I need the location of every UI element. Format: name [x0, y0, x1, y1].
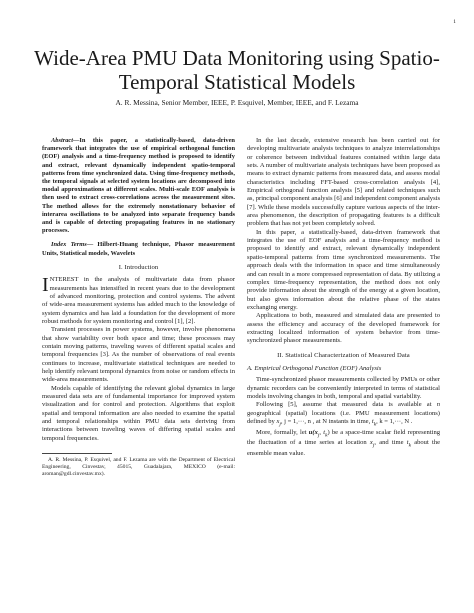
math-xj-2: $x_j$ — [369, 439, 375, 449]
drop-cap: I — [42, 274, 49, 297]
right-paragraph-3: Applications to both, measured and simulated data are presented to assess the efficiency and accuracy of the developed framework for extracting localized information of system behavior from time-synchronized phasor measurements. — [247, 312, 440, 345]
index-terms-label: Index Terms — [51, 241, 87, 249]
right-paragraph-1: In the last decade, extensive research has been carried out for developing multivariate analysis techniques to analyze interrelationships or coherence between individual features contained within large data sets. A number of multivariate analysis techniques have been proposed as means to extract dynamic patterns from measured data, and assess modal characteristics including FFT-based cross-correlation analysis [4], Empirical orthogonal function analysis [5] and related techniques such as, principal component analysis [6] and independent component analysis [7]. While these models successfully capture various aspects of the inter-area phenomenon, the description of propagating features is a difficult problem that has not yet been completely solved. — [247, 137, 440, 228]
intro-paragraph-3: Models capable of identifying the relevant global dynamics in large measured data sets are of fundamental importance for improved system visualization and for control and protection. Algorithms that exploit spatial and temporal information are also needed to examine the spatial and temporal relationships within PMU data sets deriving from interactions between traveling waves of differing spatial scales and temporal frequencies. — [42, 384, 235, 442]
left-column — [42, 137, 235, 478]
eof-p2-text-b: geographical (spatial) locations (i.e. PMU measurement locations) defined by — [247, 409, 440, 425]
eof-p3-text-b: ) be a space-time scalar field representing the fluctuation of a time series at location — [247, 428, 441, 447]
index-terms-text: — Hilbert-Huang technique, Phasor measurement Units, Statistical models, Wavelets — [42, 241, 235, 257]
eof-paragraph-2 — [247, 401, 440, 428]
eof-p2-text-a: Following [5], assume that measured data is available at — [256, 401, 432, 409]
paper-title: Wide-Area PMU Data Monitoring using Spatio-Temporal Statistical Models — [34, 46, 440, 94]
section-heading-introduction: I. Introduction — [118, 263, 159, 271]
eof-paragraph-3 — [247, 429, 440, 459]
math-u-symbol: u(x — [308, 428, 318, 436]
subsection-heading-eof: A. Empirical Orthogonal Function (EOF) Analysis — [247, 364, 382, 372]
math-t: t — [371, 418, 374, 425]
eof-p3-text-d: about the ensemble mean value. — [247, 439, 441, 457]
eof-p3-text-a: More, formally, let — [256, 428, 307, 436]
math-x: x — [276, 418, 280, 425]
intro-paragraph-1-text: NTEREST in the analysis of multivariate data from phasor measurements has intensified in recent years due to the development of advanced monitoring, protection and control systems. The advent of wide-area measurement systems has added much to the knowledge of system dynamics and has laid a foundation for the development of more robust methods for system monitoring and control [1], [2]. — [42, 276, 235, 325]
paper-authors: A. R. Messina, Senior Member, IEEE, P. Esquivel, Member, IEEE, and F. Lezama — [115, 98, 359, 107]
index-terms — [42, 241, 235, 257]
eof-p2-text-c: , j = 1,···, n , at N instants in time, — [280, 418, 371, 425]
footnote-divider — [42, 453, 112, 454]
section-heading-statistical: II. Statistical Characterization of Measured Data — [277, 351, 410, 359]
math-n: n — [436, 401, 440, 409]
math-tk-2: $t_k$ — [406, 439, 411, 449]
math-j: j — [279, 421, 281, 428]
eof-p3-text-c: , and time — [374, 439, 404, 447]
math-u: $u(x_j$, $t_k$ — [308, 428, 328, 438]
right-column — [247, 137, 440, 458]
intro-paragraph-1 — [42, 276, 235, 326]
page-number: 1 — [453, 19, 456, 25]
intro-paragraph-2: Transient processes in power systems, however, involve phenomena that show variability over both space and time; these processes may contain moving patterns, traveling waves of different spatial scales and temporal frequencies [3]. As the number of observations of real events continues to increase, multivariate statistical techniques are needed to help identify relevant temporal dynamics from noise or random effects in wide-area measurements. — [42, 326, 235, 384]
abstract-label: Abstract — [51, 137, 74, 144]
author-footnote: A. R. Messina, P. Esquivel, and F. Lezama are with the Department of Electrical Engineering, Cinvestav, 45015, Guadalajara, MEXICO (e-mail: aroman@gdl.cinvestav.mx). — [42, 457, 235, 478]
eof-p2-text-d: , k = 1,···, N . — [376, 418, 413, 425]
right-paragraph-2: In this paper, a statistically-based, data-driven framework that integrates the use of EOF analysis and a time-frequency method is proposed to identify and extract, relevant dynamically independent spatio-temporal patterns from time synchronized measurements. The approach deals with the information in space and time simultaneously and can result in a more compressed representation of data. By utilizing a complex time-frequency representation, the method does not only provide information about the strength of the energy at a given location, but also gives information about the relative phase of the states exchanging energy. — [247, 228, 440, 311]
math-k: k — [373, 421, 377, 428]
abstract — [42, 137, 235, 235]
eof-paragraph-1: Time-synchronized phasor measurements collected by PMUs or other dynamic recorders can be conveniently interpreted in terms of statistical models involving changes in both, temporal and spatial variability. — [247, 376, 440, 400]
abstract-text: —In this paper, a statistically-based, data-driven framework that integrates the use of empirical orthogonal function (EOF) analysis and a time-frequency method is proposed to identify and extract, relevant dynamically independent spatio-temporal patterns from time synchronized data. Using time-frequency methods, the temporal signals at selected system locations are decomposed into modal approximations at different scales. Multi-scale EOF analysis is then used to extract cross-correlations across the measurement sites. The method allows for the extremely nonstationary behavior of interarea oscillations to be analyzed into separate frequency bands and is capable of detecting propagating features in no stationary processes. — [42, 137, 235, 235]
